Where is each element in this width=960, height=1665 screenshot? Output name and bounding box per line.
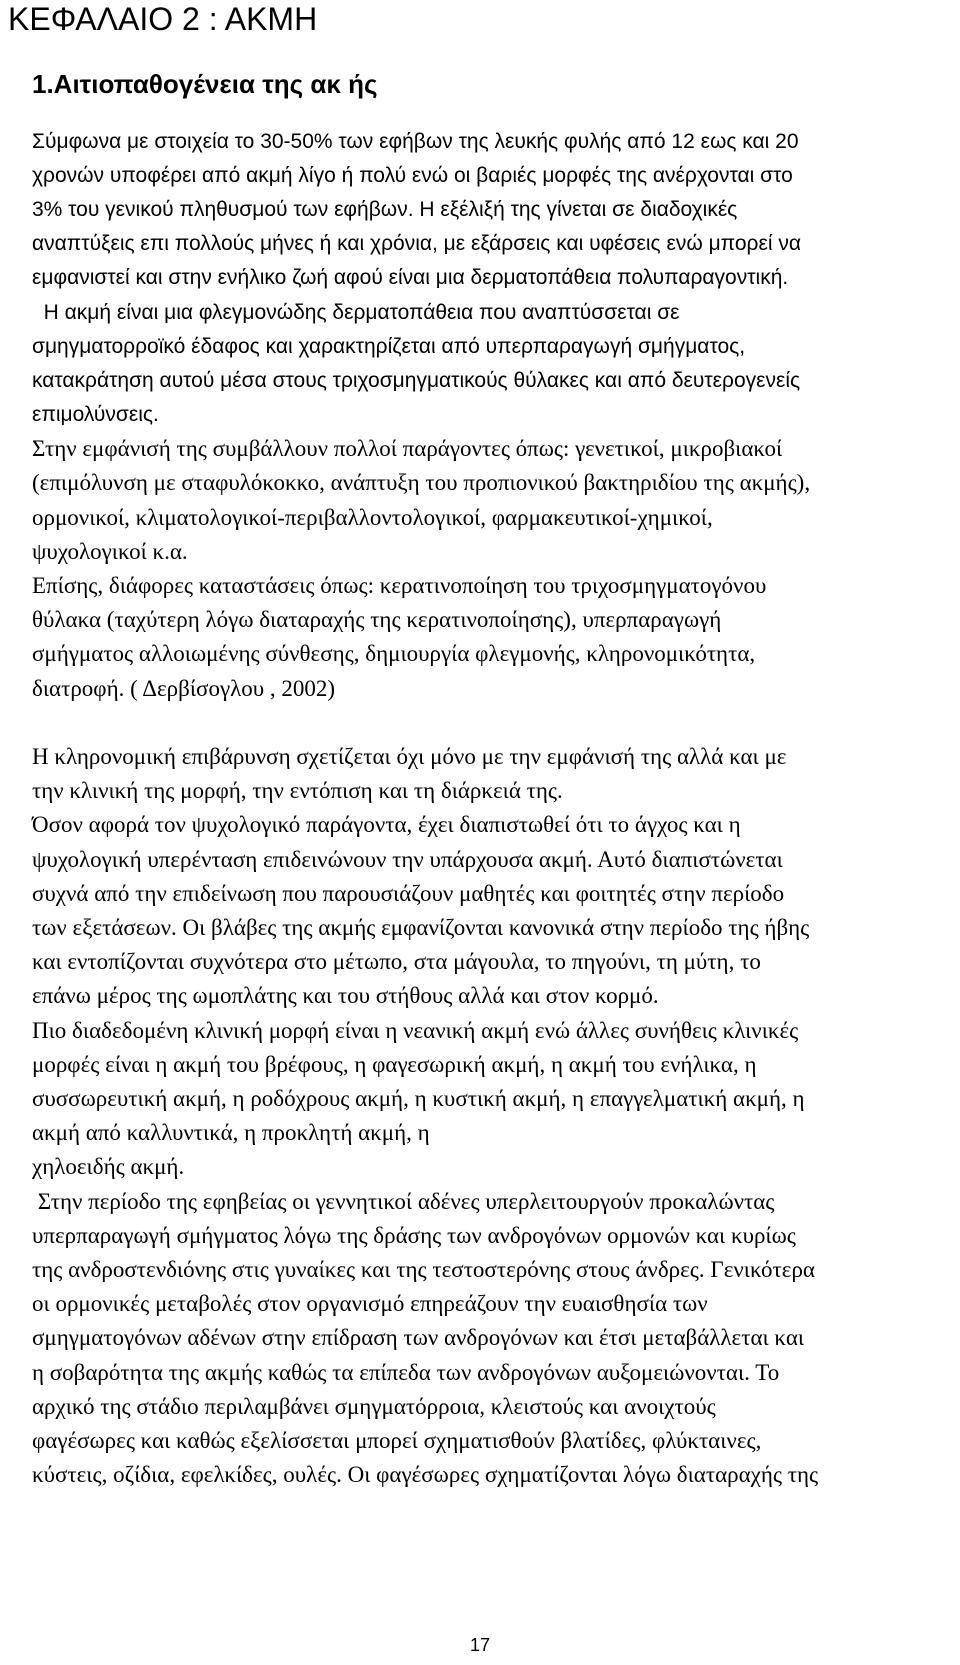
text-line: Σύμφωνα με στοιχεία το 30-50% των εφήβων της λευκής φυλής από 12 εως και 20 (32, 130, 799, 153)
text-line: κύστεις, οζίδια, εφελκίδες, ουλές. Οι φαγέσωρες σχηματίζονται λόγω διαταραχής της (32, 1462, 819, 1487)
text-line: Επίσης, διάφορες καταστάσεις όπως: κερατινοποίηση του τριχοσμηγματογόνου (32, 573, 767, 598)
text-line: Στην περίοδο της εφηβείας οι γεννητικοί αδένες υπερλειτουργούν προκαλώντας (32, 1189, 775, 1214)
text-line: συσσωρευτική ακμή, η ροδόχρους ακμή, η κυστική ακμή, η επαγγελματική ακμή, η (32, 1086, 805, 1111)
text-line: επάνω μέρος της ωμοπλάτης και του στήθους αλλά και στον κορμό. (32, 983, 659, 1008)
text-line: την κλινική της μορφή, την εντόπιση και τη διάρκειά της. (32, 778, 563, 803)
text-line: 3% του γενικού πληθυσμού των εφήβων. Η εξέλιξή της γίνεται σε διαδοχικές (32, 198, 738, 221)
text-line: θύλακα (ταχύτερη λόγω διαταραχής της κερατινοποίησης), υπερπαραγωγή (32, 607, 722, 632)
text-line: Στην εμφάνισή της συμβάλλουν πολλοί παράγοντες όπως: γενετικοί, μικροβιακοί (32, 436, 783, 461)
text-line: σμηγματογόνων αδένων στην επίδραση των ανδρογόνων και έτσι μεταβάλλεται και (32, 1325, 805, 1350)
text-line: ψυχολογική υπερένταση επιδεινώνουν την υπάρχουσα ακμή. Αυτό διαπιστώνεται (32, 847, 783, 872)
text-line: Η κληρονομική επιβάρυνση σχετίζεται όχι μόνο με την εμφάνισή της αλλά και με (32, 744, 787, 769)
text-line: Η ακμή είναι μια φλεγμονώδης δερματοπάθεια που αναπτύσσεται σε (32, 301, 680, 324)
text-line: (επιμόλυνση με σταφυλόκοκκο, ανάπτυξη του προπιονικού βακτηριδίου της ακμής), (32, 470, 811, 495)
text-line: αρχικό της στάδιο περιλαμβάνει σμηγματόρροια, κλειστούς και ανοιχτούς (32, 1394, 716, 1419)
text-line: αναπτύξεις επι πολλούς μήνες ή και χρόνια, με εξάρσεις και υφέσεις ενώ μπορεί να (32, 232, 802, 255)
text-line: συχνά από την επιδείνωση που παρουσιάζουν μαθητές και φοιτητές στην περίοδο (32, 881, 785, 906)
section-title: 1.Αιτιοπαθογένεια της ακ ής (32, 69, 378, 99)
text-line: οι ορμονικές μεταβολές στον οργανισμό επηρεάζουν την ευαισθησία των (32, 1291, 708, 1316)
text-line: επιμολύνσεις. (32, 403, 159, 426)
text-line: μορφές είναι η ακμή του βρέφους, η φαγεσωρική ακμή, η ακμή του ενήλικα, η (32, 1052, 757, 1077)
text-line: Όσον αφορά τον ψυχολογικό παράγοντα, έχει διαπιστωθεί ότι το άγχος και η (32, 812, 741, 837)
chapter-title: ΚΕΦΑΛΑΙΟ 2 : ΑΚΜΗ (8, 1, 318, 37)
text-line: ορμονικοί, κλιματολογικοί-περιβαλλοντολογικοί, φαρμακευτικοί-χημικοί, (32, 505, 713, 530)
text-line: της ανδροστενδιόνης στις γυναίκες και της τεστοστερόνης στους άνδρες. Γενικότερα (32, 1257, 815, 1282)
text-line: εμφανιστεί και στην ενήλικο ζωή αφού είναι μια δερματοπάθεια πολυπαραγοντική. (32, 266, 789, 289)
text-line: χρονών υποφέρει από ακμή λίγο ή πολύ ενώ οι βαριές μορφές της ανέρχονται στο (32, 164, 793, 187)
text-line: σμηγματορροϊκό έδαφος και χαρακτηρίζεται από υπερπαραγωγή σμήγματος, (32, 335, 746, 358)
text-line: φαγέσωρες και καθώς εξελίσσεται μπορεί σχηματισθούν βλατίδες, φλύκταινες, (32, 1428, 762, 1453)
page-number: 17 (470, 1635, 491, 1655)
text-line: ψυχολογικοί κ.α. (32, 539, 188, 564)
text-line: των εξετάσεων. Οι βλάβες της ακμής εμφανίζονται κανονικά στην περίοδο της ήβης (32, 915, 810, 940)
text-line: διατροφή. ( Δερβίσογλου , 2002) (32, 676, 336, 701)
text-line: η σοβαρότητα της ακμής καθώς τα επίπεδα των ανδρογόνων αυξομειώνονται. Το (32, 1360, 780, 1385)
text-line: σμήγματος αλλοιωμένης σύνθεσης, δημιουργία φλεγμονής, κληρονομικότητα, (32, 641, 756, 666)
text-line: ακμή από καλλυντικά, η προκλητή ακμή, η (32, 1120, 430, 1145)
text-line: χηλοειδής ακμή. (32, 1154, 185, 1179)
text-line: Πιο διαδεδομένη κλινική μορφή είναι η νεανική ακμή ενώ άλλες συνήθεις κλινικές (32, 1018, 799, 1043)
text-line: κατακράτηση αυτού μέσα στους τριχοσμηγματικούς θύλακες και από δευτερογενείς (32, 369, 801, 392)
text-line: και εντοπίζονται συχνότερα στο μέτωπο, στα μάγουλα, το πηγούνι, τη μύτη, το (32, 949, 761, 974)
text-line: υπερπαραγωγή σμήγματος λόγω της δράσης των ανδρογόνων ορμονών και κυρίως (32, 1223, 796, 1248)
